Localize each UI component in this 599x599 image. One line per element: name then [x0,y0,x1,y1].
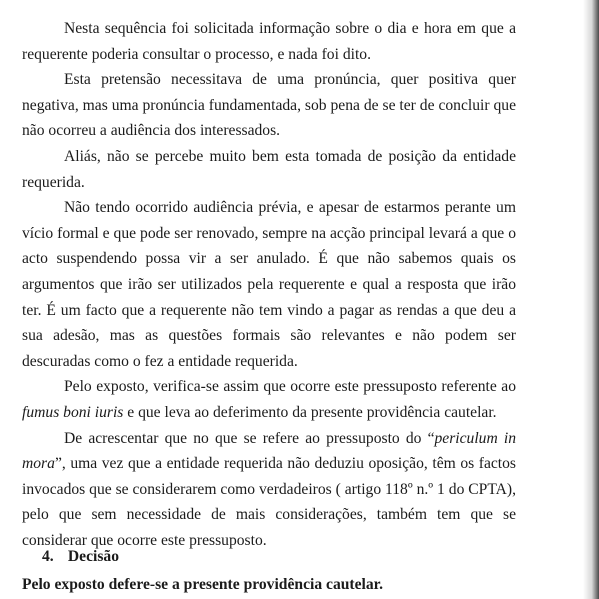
section-title: Decisão [67,548,120,565]
paragraph-periculum-start: De acrescentar que no que se refere ao pressuposto do “ [64,429,435,447]
paragraph-fumus-start: Pelo exposto, verifica-se assim que ocorre este pressuposto referente ao [64,378,516,396]
periculum-in-mora-term: periculum in mora [22,429,516,473]
paragraph-posicao: Aliás, não se percebe muito bem esta tomada de posição da entidade requerida. [22,147,516,191]
page-edge-shadow [583,0,599,599]
decision-statement: Pelo exposto defere-se a presente providência cautelar. [22,576,384,593]
paragraph-consulta: Nesta sequência foi solicitada informação sobre o dia e hora em que a requerente poderia consultar o processo, e nada foi dito. [22,20,516,63]
paragraph-audiencia-previa: Não tendo ocorrido audiência prévia, e apesar de estarmos perante um vício formal e que pode ser renovado, sempre na acção principal levará a que o acto suspendendo possa vir a ser anulado. É que não sabemos quais os argumentos que irão ser utilizados pela requerente e qual a resposta que irão ter. É um facto que a requerente não tem vindo a pagar as rendas a que deu a sua adesão, mas as questões formais são relevantes e não podem ser descuradas como o fez a entidade requerida. [22,199,516,370]
paragraph-fumus [22,374,516,425]
section-number: 4. [42,548,54,565]
fumus-boni-iuris-term: fumus boni iuris [22,403,124,421]
document-body [22,16,516,553]
paragraph-pronuncia: Esta pretensão necessitava de uma pronúncia, quer positiva quer negativa, mas uma pronúncia fundamentada, sob pena de se ter de concluir que não ocorreu a audiência dos interessados. [22,71,516,140]
paragraph-fumus-end: e que leva ao deferimento da presente providência cautelar. [123,403,497,421]
decision-section [22,544,516,597]
paragraph-periculum-end: ”, uma vez que a entidade requerida não deduziu oposição, têm os factos invocados que se considerarem como verdadeiros ( artigo 118º n.º 1 do CPTA), pelo que sem necessidade de mais considerações, também tem que se considerar que ocorre este pressuposto. [22,455,516,549]
paragraph-periculum [22,426,516,554]
section-heading [22,544,516,569]
